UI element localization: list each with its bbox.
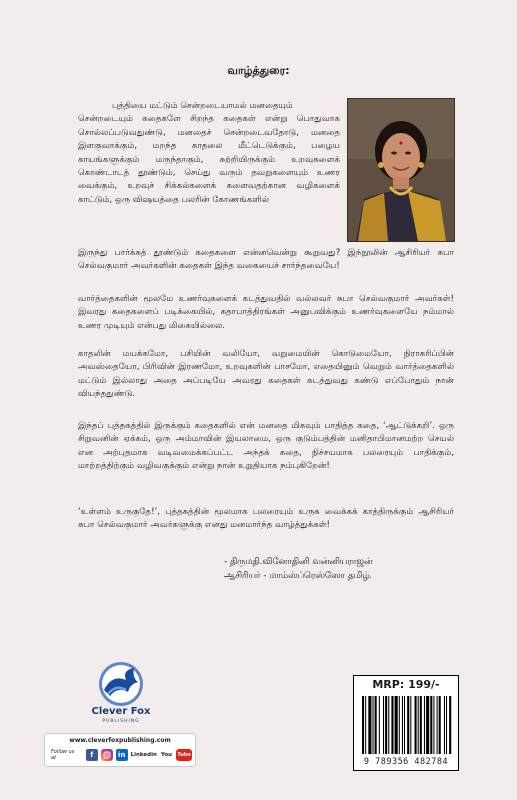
linkedin-label: Linkedin <box>130 752 157 758</box>
instagram-icon[interactable] <box>101 749 113 761</box>
barcode-bar <box>437 696 438 754</box>
barcode-bar <box>402 696 403 754</box>
barcode-bar <box>365 696 366 754</box>
follow-label: Follow us at <box>51 749 75 761</box>
barcode-bar <box>426 696 429 754</box>
youtube-you-label: You <box>160 752 173 758</box>
barcode-bar <box>385 696 387 754</box>
portrait-illustration <box>348 99 454 241</box>
barcode-bar <box>420 696 422 754</box>
price-label: MRP: 199/- <box>353 675 459 694</box>
paragraph-four: இந்தப் புத்தகத்தில் இருக்கும் கதைகளில் என் மனதை மிகவும் பாதித்த கதை, ‘ஆட்டுக்கறி’. ஒரு சிறுவனின் ஏக்கம், ஒரு அம்மாவின் இயலாமை, ஒரு குடும்பத்தின் மனிதாபிமானமற்ற செயல் என அற்புதமாக வடிவமைக்கப்பட்ட அந்தக் கதை, நிச்சயமாக பலரையும் பாதிக்கும், மாற்றத்திற்கும் வழிவகுக்கும் என்று நான் உறுதியாக நம்புகிறேன்! <box>78 421 454 472</box>
intro-continuation: இருந்து பார்க்கத் தூண்டும் கதைகளை என்னவென்று கூறுவது? இந்நூலின் ஆசிரியர் சுபா செல்வகுமார் அவர்களின் கதைகள் இந்த வகையைச் சார்ந்தவையே! <box>78 248 454 272</box>
barcode-bar <box>410 696 411 754</box>
signature-name: - திருமதி.வினோதினி வன்னியராஜன் <box>224 557 373 567</box>
barcode-bar <box>362 696 364 754</box>
publisher-name: Clever Fox <box>91 706 151 717</box>
barcode-bar <box>383 696 384 754</box>
author-photo <box>347 98 455 242</box>
isbn-digits: 9 789356 482784 <box>363 757 449 767</box>
barcode-bar <box>433 696 434 754</box>
barcode-bar <box>430 696 432 754</box>
barcode-bar <box>404 696 405 754</box>
signature-block <box>224 556 372 583</box>
facebook-icon[interactable]: f <box>86 749 98 761</box>
fox-logo-icon <box>82 660 160 708</box>
barcode-bar <box>407 696 409 754</box>
barcode-bar <box>439 696 441 754</box>
barcode-bar <box>368 696 371 754</box>
paragraph-two: வார்த்தைகளின் மூலமே உணர்வுகளைக் கடத்துவதில் வல்லவர் சுபா செல்வகுமார் அவர்கள்! இவரது கதைகளைப் படிக்கையில், கதாபாத்திரங்கள் அனுபவிக்கும் உணர்வுகளையே நம்மால் உணர முடியும் என்பது மிகையில்லை. <box>78 294 454 331</box>
barcode-bar <box>388 696 389 754</box>
social-row <box>51 748 195 762</box>
publisher-website-link[interactable]: www.cleverfoxpublishing.com <box>69 737 171 744</box>
paragraph-five: ‘உள்ளம் உருகுதே!’, புத்தகத்தின் மூலமாக பலரையும் உருக வைக்கக் காத்திருக்கும் ஆசிரியர் சுபா செல்வகுமார் அவர்களுக்கு எனது மனமார்ந்த வாழ்த்துக்கள்! <box>78 507 454 531</box>
barcode-bar <box>395 696 398 754</box>
isbn-barcode <box>353 692 459 771</box>
paragraph-three: காதலின் மயக்கமோ, பசியின் வலியோ, வறுமையின் கொடுமையோ, நிராகரிப்பின் அவஸ்தையோ, பிரிவின் இரணமோ, உறவுகளின் பாசமோ, எதையினும் வெறும் வார்த்தைகளில் மட்டும் இல்லாது அதை அப்படியே அவரது கதைகள் கடத்துவது கண்டு எப்போதும் நான் வியந்ததுண்டு. <box>78 349 454 400</box>
signature-title: ஆசிரியர் - மாம்ஸ்ப்ரெஸ்ஸோ தமிழ். <box>224 570 373 581</box>
barcode-bar <box>399 696 400 754</box>
page-heading: வாழ்த்துரை: <box>227 64 290 77</box>
barcode-bar <box>424 696 425 754</box>
barcode-bar <box>444 696 445 754</box>
publisher-sub: PUBLISHING <box>102 719 140 724</box>
intro-first-line: புத்தியை மட்டும் சென்றடையாமல் மனதையும் <box>112 101 293 111</box>
intro-paragraph <box>78 100 340 207</box>
barcode-bar <box>415 696 417 754</box>
barcode-bar <box>373 696 374 754</box>
barcode-bar <box>446 696 447 754</box>
barcode-bars <box>354 696 458 758</box>
linkedin-icon[interactable]: in <box>116 749 128 761</box>
barcode-bar <box>379 696 380 754</box>
youtube-icon[interactable]: Tube <box>176 749 192 761</box>
barcode-bar <box>375 696 377 754</box>
intro-rest: சென்றடையும் கதைகளே சிறந்த கதைகள் என்று பொதுவாக சொல்லப்படுவதுண்டு, மனதைச் சென்றடைவதோடு, மனதை இளகுவாக்கும், மறந்த காதலை மீட்டெடுக்கும், பழைய காயங்களுக்கும் மருந்தாகும், சுற்றியிருக்கும் உறவுகளைக் கொண்டாடத் தூண்டும், செய்து வரும் தவறுகளையும் உணர வைக்கும், உறவுச் சிக்கல்களைக் களைவதற்கான வழிகளைக் காட்டும், ஒரு விஷயத்தை பலரின் கோணங்களில் <box>78 114 340 205</box>
barcode-bar <box>418 696 419 754</box>
barcode-bar <box>449 696 451 754</box>
publisher-contact-box <box>44 733 196 767</box>
barcode-bar <box>391 696 393 754</box>
